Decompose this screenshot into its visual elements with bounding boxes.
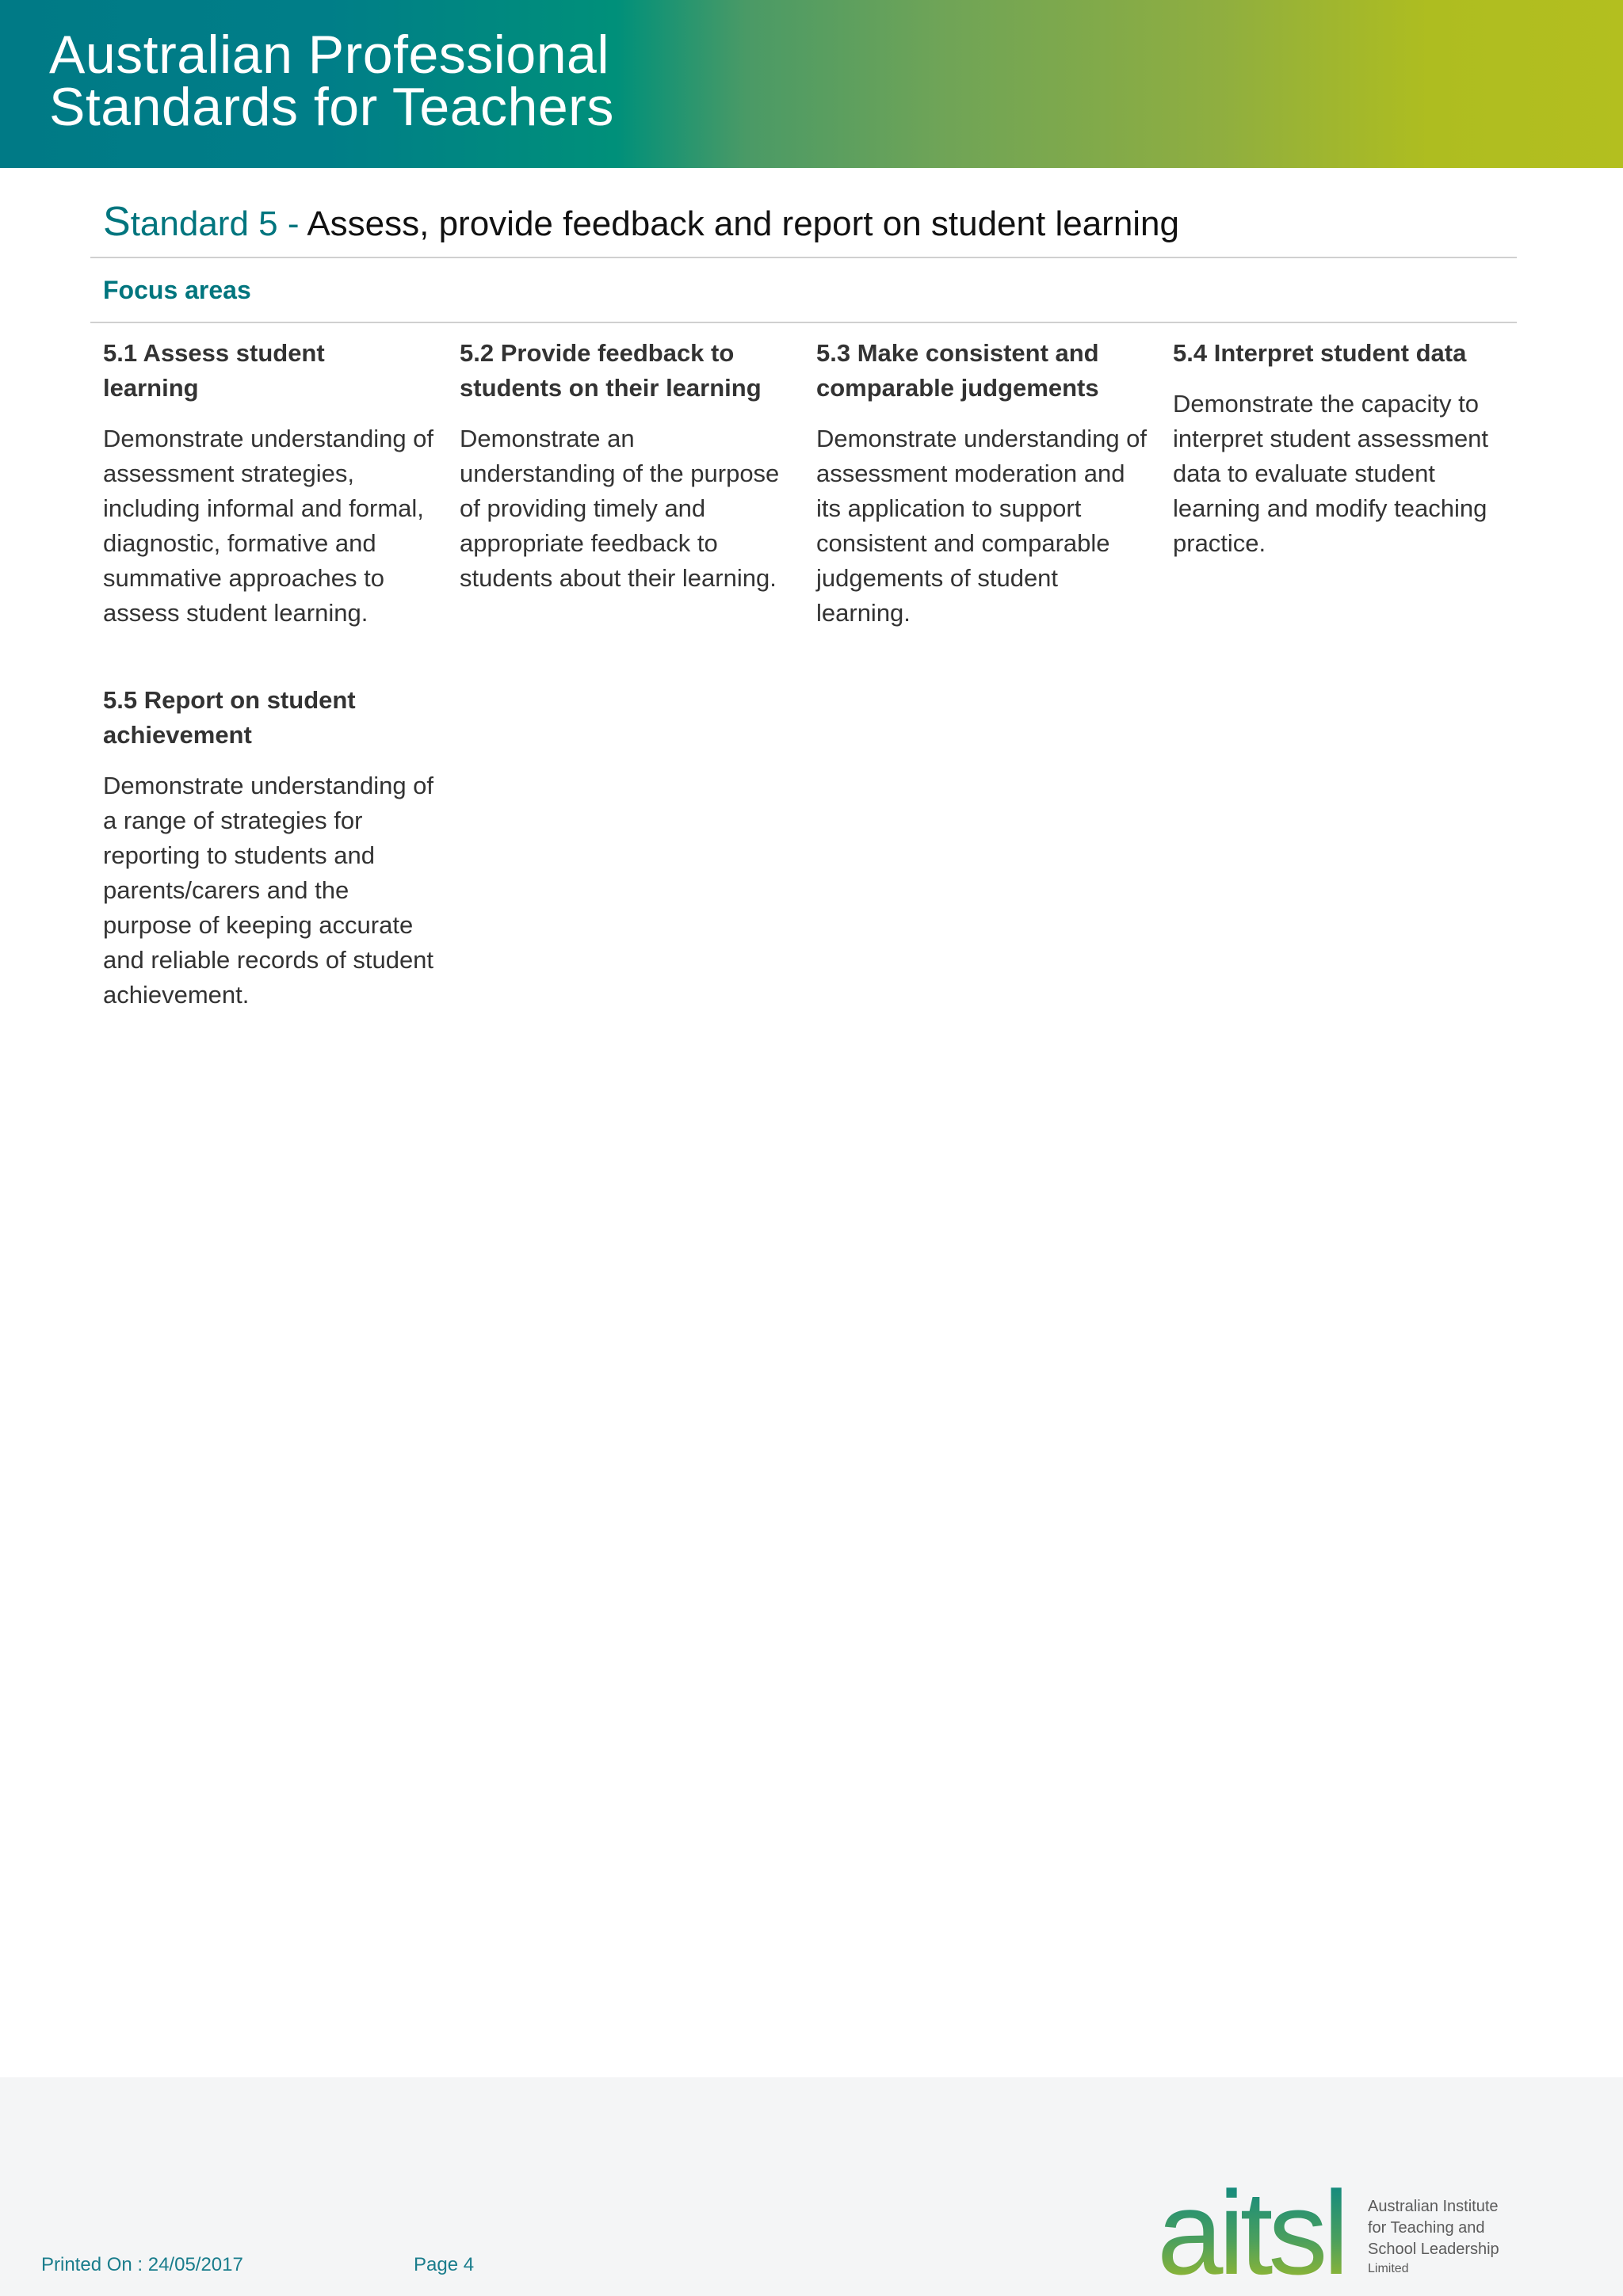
- description-line: including informal and formal,: [103, 494, 424, 522]
- standard-initial: S: [103, 199, 131, 245]
- focus-area-5-1: [103, 336, 444, 631]
- focus-area-title-line: learning: [103, 374, 199, 402]
- logo-caption-line: Australian Institute: [1368, 2198, 1499, 2215]
- focus-area-description: [103, 421, 444, 631]
- description-line: Demonstrate understanding of: [816, 425, 1148, 452]
- focus-area-title-line: students on their learning: [460, 374, 762, 402]
- description-line: data to evaluate student: [1173, 460, 1435, 487]
- description-line: parents/carers and the: [103, 876, 349, 904]
- focus-areas-label: Focus areas: [103, 276, 251, 304]
- logo-caption-line: Limited: [1368, 2262, 1409, 2275]
- description-line: learning.: [816, 599, 911, 627]
- description-line: assess student learning.: [103, 599, 369, 627]
- focus-area-title-line: 5.2 Provide feedback to: [460, 339, 735, 367]
- focus-area-5-4: [1173, 336, 1514, 561]
- divider: [90, 322, 1517, 323]
- description-line: Demonstrate an: [460, 425, 635, 452]
- standard-dash: -: [277, 204, 307, 243]
- description-line: assessment strategies,: [103, 460, 355, 487]
- description-line: summative approaches to: [103, 564, 384, 592]
- header-banner: [0, 0, 1623, 168]
- focus-area-description: [816, 421, 1157, 631]
- focus-area-title-line: 5.1 Assess student: [103, 339, 325, 367]
- focus-area-description: [460, 421, 800, 596]
- description-line: consistent and comparable: [816, 529, 1110, 557]
- document-title: [49, 25, 614, 137]
- focus-area-title-line: 5.3 Make consistent and: [816, 339, 1099, 367]
- focus-area-title: [103, 336, 444, 406]
- description-line: diagnostic, formative and: [103, 529, 376, 557]
- divider: [90, 257, 1517, 258]
- logo-caption-line: for Teaching and: [1368, 2219, 1485, 2237]
- logo-wordmark: aitsl: [1157, 2166, 1345, 2282]
- logo-caption: [1368, 2196, 1499, 2278]
- focus-area-description: [103, 769, 444, 1013]
- description-line: assessment moderation and: [816, 460, 1125, 487]
- description-line: Demonstrate the capacity to: [1173, 390, 1479, 418]
- focus-area-title-line: 5.4 Interpret student data: [1173, 339, 1467, 367]
- standard-number: [103, 199, 278, 245]
- focus-area-title-line: achievement: [103, 721, 252, 749]
- focus-area-title: [460, 336, 800, 406]
- description-line: of providing timely and: [460, 494, 706, 522]
- description-line: Demonstrate understanding of: [103, 425, 434, 452]
- description-line: achievement.: [103, 981, 250, 1009]
- page-number: Page 4: [414, 2254, 475, 2275]
- description-line: practice.: [1173, 529, 1266, 557]
- focus-area-title: [1173, 336, 1514, 371]
- focus-area-title: [816, 336, 1157, 406]
- focus-area-5-5: [103, 683, 444, 1013]
- focus-area-5-3: [816, 336, 1157, 631]
- description-line: judgements of student: [816, 564, 1059, 592]
- title-line-1: Australian Professional: [49, 25, 609, 85]
- description-line: learning and modify teaching: [1173, 494, 1487, 522]
- standard-heading: [103, 198, 1179, 248]
- printed-on-date: Printed On : 24/05/2017: [41, 2254, 243, 2275]
- description-line: Demonstrate understanding of: [103, 772, 434, 799]
- focus-area-title-line: comparable judgements: [816, 374, 1099, 402]
- focus-area-title-line: 5.5 Report on student: [103, 686, 356, 714]
- logo-caption-line: School Leadership: [1368, 2241, 1499, 2258]
- standard-description: Assess, provide feedback and report on student learning: [307, 204, 1179, 243]
- description-line: students about their learning.: [460, 564, 777, 592]
- description-line: reporting to students and: [103, 841, 375, 869]
- description-line: its application to support: [816, 494, 1082, 522]
- description-line: interpret student assessment: [1173, 425, 1489, 452]
- standard-number-rest: tandard 5: [130, 204, 278, 243]
- description-line: appropriate feedback to: [460, 529, 718, 557]
- focus-area-description: [1173, 387, 1514, 561]
- description-line: and reliable records of student: [103, 946, 434, 974]
- focus-area-5-2: [460, 336, 800, 596]
- focus-area-title: [103, 683, 444, 753]
- description-line: understanding of the purpose: [460, 460, 780, 487]
- description-line: purpose of keeping accurate: [103, 911, 414, 939]
- description-line: a range of strategies for: [103, 807, 363, 834]
- title-line-2: Standards for Teachers: [49, 77, 614, 137]
